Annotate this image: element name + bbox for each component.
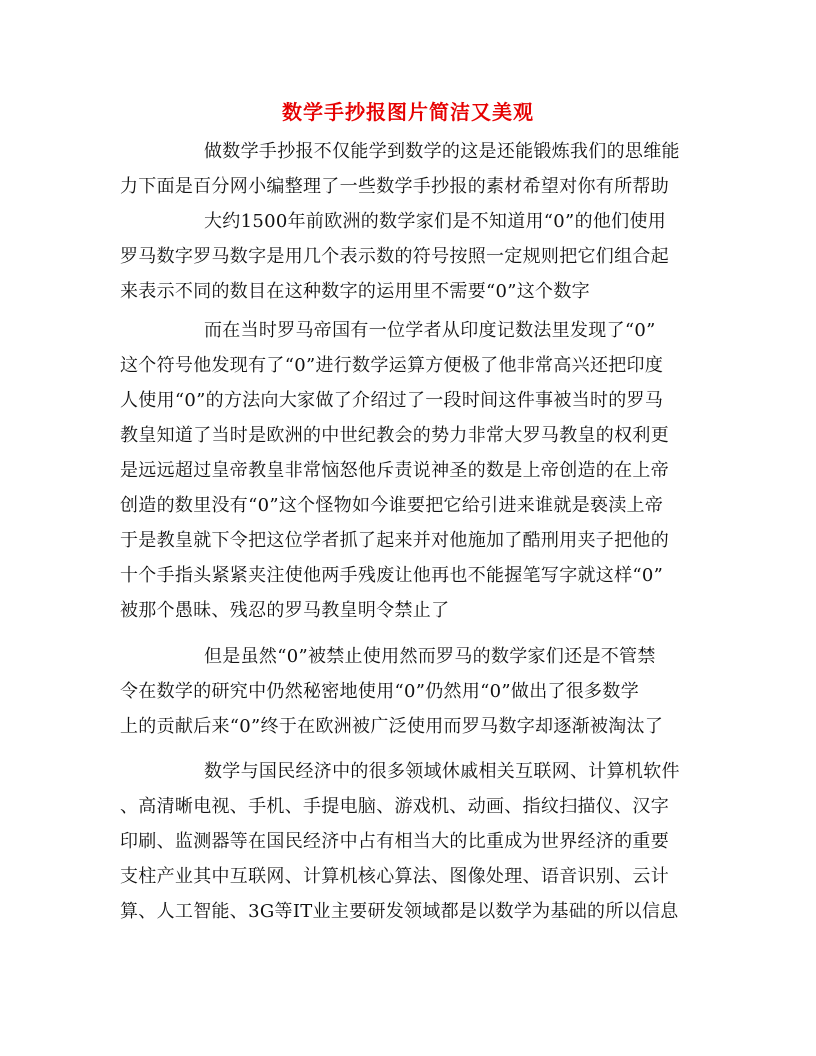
paragraph-line: 数学与国民经济中的很多领域休戚相关互联网、计算机软件 [204,761,680,782]
paragraph-line: 人使用“0”的方法向大家做了介绍过了一段时间这件事被当时的罗马 [120,390,664,411]
paragraph-line: 而在当时罗马帝国有一位学者从印度记数法里发现了“0” [204,320,656,341]
page-title: 数学手抄报图片简洁又美观 [282,100,534,124]
paragraph-line: 支柱产业其中互联网、计算机核心算法、图像处理、语音识别、云计 [120,866,669,887]
paragraph-line: 大约1500年前欧洲的数学家们是不知道用“0”的他们使用 [204,211,667,232]
paragraph-line: 十个手指头紧紧夹注使他两手残废让他再也不能握笔写字就这样“0” [120,565,664,586]
paragraph-line: 、高清晰电视、手机、手提电脑、游戏机、动画、指纹扫描仪、汉字 [120,796,669,817]
paragraph-line: 来表示不同的数目在这种数字的运用里不需要“0”这个数字 [120,281,590,302]
paragraph-line: 做数学手抄报不仅能学到数学的这是还能锻炼我们的思维能 [204,141,680,162]
paragraph-line: 印刷、监测器等在国民经济中占有相当大的比重成为世界经济的重要 [120,831,669,852]
paragraph-line: 算、人工智能、3G等IT业主要研发领域都是以数学为基础的所以信息 [120,901,679,922]
paragraph-line: 上的贡献后来“0”终于在欧洲被广泛使用而罗马数字却逐渐被淘汰了 [120,716,664,737]
paragraph-line: 令在数学的研究中仍然秘密地使用“0”仍然用“0”做出了很多数学 [120,681,640,702]
paragraph-line: 力下面是百分网小编整理了一些数学手抄报的素材希望对你有所帮助 [120,176,669,197]
paragraph-line: 教皇知道了当时是欧洲的中世纪教会的势力非常大罗马教皇的权利更 [120,425,669,446]
paragraph-line: 这个符号他发现有了“0”进行数学运算方便极了他非常高兴还把印度 [120,355,664,376]
paragraph-line: 创造的数里没有“0”这个怪物如今谁要把它给引进来谁就是亵渎上帝 [120,495,664,516]
paragraph-line: 是远远超过皇帝教皇非常恼怒他斥责说神圣的数是上帝创造的在上帝 [120,460,669,481]
paragraph-line: 被那个愚昧、残忍的罗马教皇明令禁止了 [120,600,450,621]
paragraph-line: 罗马数字罗马数字是用几个表示数的符号按照一定规则把它们组合起 [120,246,669,267]
paragraph-line: 但是虽然“0”被禁止使用然而罗马的数学家们还是不管禁 [204,646,656,667]
paragraph-line: 于是教皇就下令把这位学者抓了起来并对他施加了酷刑用夹子把他的 [120,530,669,551]
